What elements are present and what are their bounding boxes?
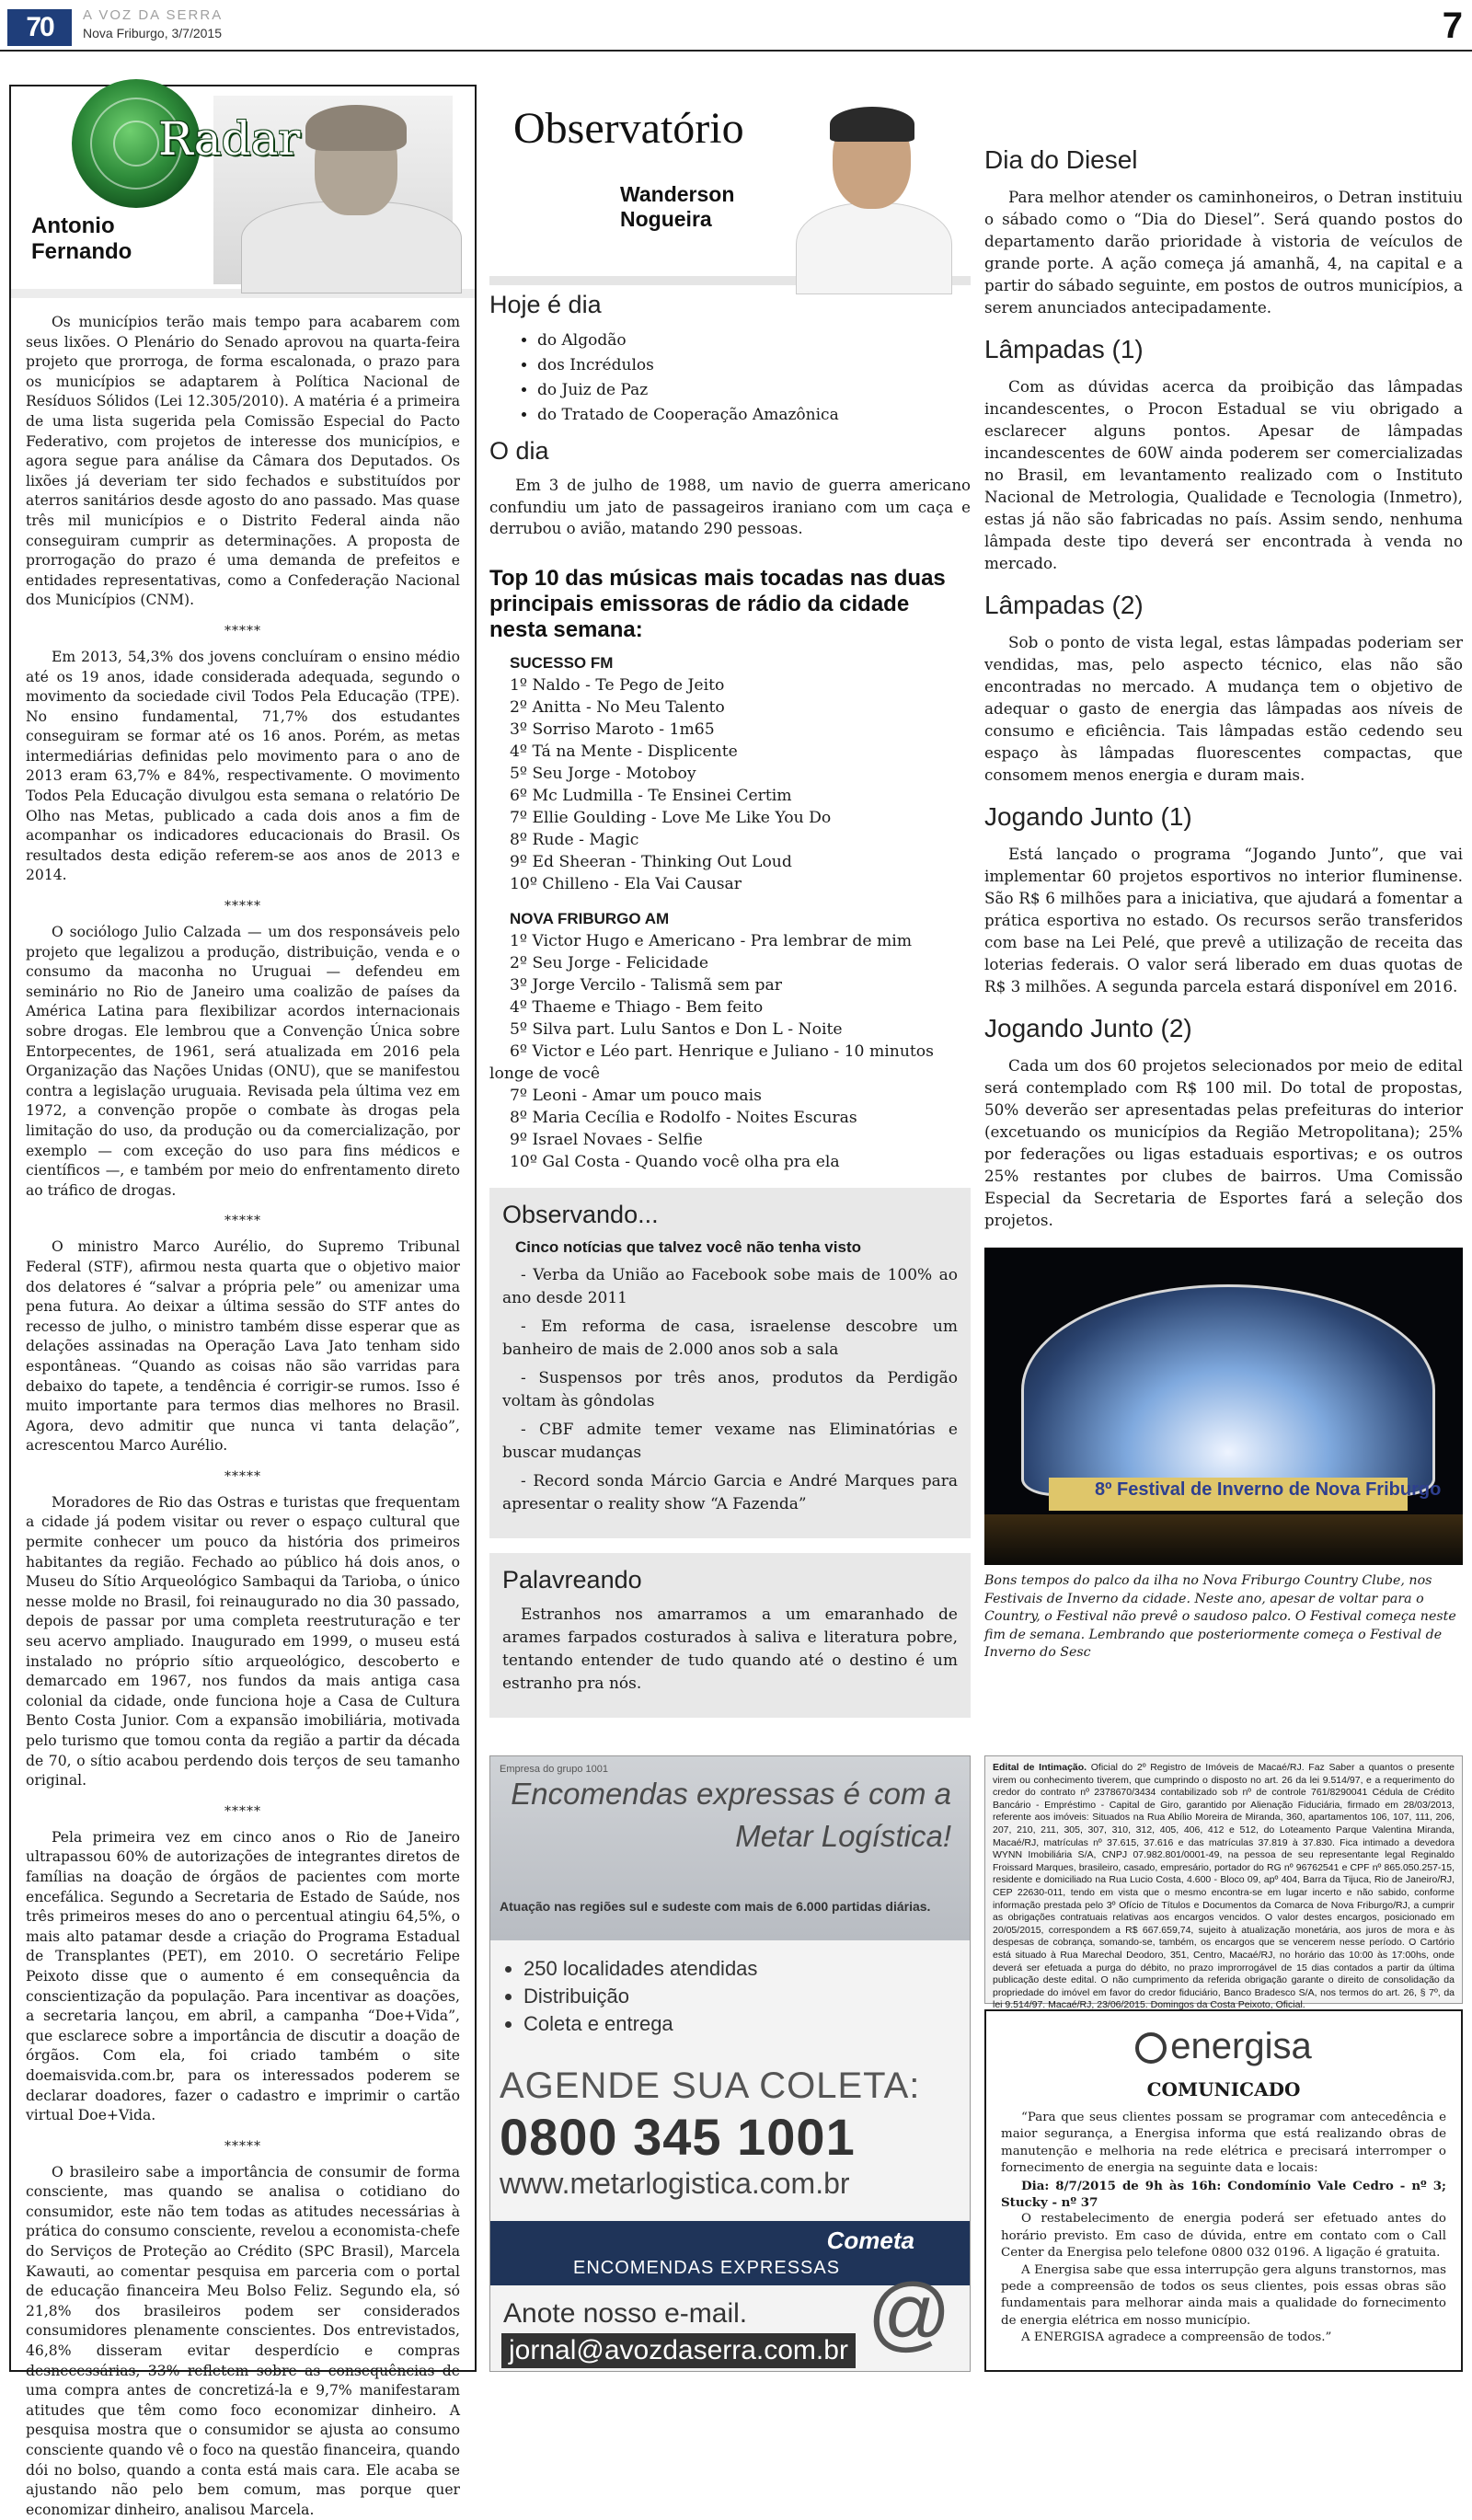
radar-title: Radar — [158, 112, 301, 166]
energisa-logo: energisa — [1001, 2026, 1446, 2067]
song-item: 5º Silva part. Lulu Santos e Don L - Noite — [510, 1019, 843, 1039]
author-last-name: Fernando — [31, 239, 132, 264]
metar-advertisement — [489, 1755, 971, 2372]
song-item: 8º Rude - Magic — [510, 830, 639, 849]
list-item: • Distribuição — [523, 1983, 970, 2010]
song-item: 6º Victor e Léo part. Henrique e Juliano - 10 minutos longe de você — [489, 1041, 934, 1083]
comunicado-paragraph: “Para que seus clientes possam se programar com antecedência e maior segurança, a Energisa informa que está realizando obras de manutenção e melhoria na rede elétrica e precisará interromper o fornecimento de energia na seguinte data e locais: — [1001, 2111, 1446, 2176]
energisa-comunicado — [984, 2009, 1463, 2372]
section-title: Jogando Junto (2) — [984, 1014, 1192, 1042]
news-item: - Suspensos por três anos, produtos da Perdigão voltam às gôndolas — [502, 1368, 958, 1410]
odia-text: Em 3 de julho de 1988, um navio de guerra americano confundiu um jato de passageiros iraniano com um caça e derrubou o avião, matando 290 pessoas. — [489, 477, 971, 537]
song-item: 2º Anitta - No Meu Talento — [510, 697, 725, 717]
photo-caption: Bons tempos do palco da ilha no Nova Friburgo Country Clube, nos Festivais de Inverno da cidade. Neste ano, apesar de voltar para o Country, o Festival não prevê o saudoso palco. O Festival começa neste fim de semana. Lembrando que posteriormente começa o Festival de Inverno do Sesc — [984, 1573, 1456, 1660]
ad-url: www.metarlogistica.com.br — [500, 2167, 850, 2200]
section-title: Lâmpadas (1) — [984, 335, 1144, 363]
news-item: - Record sonda Márcio Garcia e André Marques para apresentar o reality show “A Fazenda” — [502, 1471, 958, 1513]
radar-paragraph: O sociólogo Julio Calzada — um dos responsáveis pelo projeto que legalizou a produção, distribuição, venda e o consumo da maconha no Uruguai — defendeu em seminário no Rio de Janeiro uma coalizão de países da América Latina para flexibilizar acordos internacionais sobre drogas. Ele lembrou que a Convenção Única sobre Entorpecentes, de 1961, será atualizada em 2016 pela Organização das Nações Unidas (ONU), que se manifestou contra a legislação uruguaia. Revisada pela última vez em 1972, a convenção propõe o combate às drogas pela limitação do uso, da produção ou da comercialização, por exemplo — com exceção do uso para fins médicos e científicos —, e também por meio do enfrentamento direto ao tráfico de drogas. — [26, 924, 460, 1199]
email-label: Anote nosso e-mail. — [503, 2298, 748, 2329]
separator: ***** — [224, 1214, 261, 1229]
festival-photo — [984, 1248, 1463, 1565]
radar-column — [9, 85, 477, 2518]
radar-paragraph: Pela primeira vez em cinco anos o Rio de Janeiro ultrapassou 60% de autorizações de integrantes diretos de famílias na doação de órgãos de pacientes com morte encefálica. Segundo a Secretaria de Estado de Saúde, nos três primeiros meses do ano o percentual atingiu 64,5%, o mais alto patamar desde a criação do Programa Estadual de Transplantes (PET), em 2010. O secretário Felipe Peixoto disse que o aumento é em consequência da conscientização da população. Para incentivar as doações, a secretaria lançou, em abril, a campanha “Doe+Vida”, que esclarece sobre a importância de discutir a doação de órgãos. Com ela, foi criado também o site doemaisvida.com.br, para os interessados poderem se declarar doadores, fazer o cadastro e imprimir o cartão virtual Doe+Vida. — [26, 1828, 460, 2124]
observatorio-header — [489, 85, 971, 285]
song-item: 1º Naldo - Te Pego de Jeito — [510, 675, 725, 695]
song-item: 5º Seu Jorge - Motoboy — [510, 764, 696, 783]
author-first-name: Antonio — [31, 213, 115, 238]
news-item: - Verba da União ao Facebook sobe mais de 100% ao ano desde 2011 — [502, 1265, 958, 1307]
banner-text: 8º Festival de Inverno de Nova Friburgo — [1095, 1479, 1442, 1500]
observatorio-column — [489, 85, 971, 1732]
legal-lead: Edital de Intimação. — [993, 1762, 1087, 1773]
top10-title: Top 10 das músicas mais tocadas nas duas principais emissoras de rádio da cidade nesta semana: — [489, 565, 946, 642]
song-item: 7º Ellie Goulding - Love Me Like You Do — [510, 808, 832, 827]
page-number: 7 — [1442, 6, 1463, 46]
news-item: - CBF admite temer vexame nas Eliminatórias e buscar mudanças — [502, 1420, 958, 1462]
song-item: 1º Victor Hugo e Americano - Pra lembrar de mim — [510, 931, 913, 950]
section-title: Lâmpadas (2) — [984, 591, 1144, 619]
ad-phone: 0800 345 1001 — [500, 2108, 856, 2166]
columnist-photo — [782, 94, 966, 278]
ad-header — [490, 1756, 970, 1940]
section-title: Jogando Junto (1) — [984, 802, 1192, 831]
song-item: 10º Gal Costa - Quando você olha pra ela — [510, 1152, 840, 1171]
paper-date: Nova Friburgo, 3/7/2015 — [83, 26, 222, 40]
right-column — [984, 145, 1463, 1792]
ad-group-note: Empresa do grupo 1001 — [500, 1764, 609, 1775]
radar-author — [31, 213, 132, 265]
section-title: Dia do Diesel — [984, 145, 1138, 174]
author-first-name: Wanderson — [620, 182, 735, 206]
paper-name: A VOZ DA SERRA — [83, 7, 224, 23]
section-text: Está lançado o programa “Jogando Junto”, que vai implementar 60 projetos esportivos no interior fluminense. São R$ 6 milhões para a iniciativa, que ajudará a fomentar a prática esportiva no estado. Os recursos serão transferidos com base na Lei Pelé, que prevê a utilização de receita das loterias federais. O valor será liberado em duas quotas de R$ 3 milhões. A segunda parcela estará disponível em 2016. — [984, 845, 1463, 995]
list-item: • do Algodão — [537, 328, 971, 353]
cometa-brand: Cometa — [826, 2227, 914, 2254]
newspaper-logo: 70 — [7, 9, 72, 46]
comunicado-paragraph: A ENERGISA agradece a compreensão de todos.” — [1021, 2330, 1332, 2345]
song-item: 9º Ed Sheeran - Thinking Out Loud — [510, 852, 792, 871]
palavreando-text: Estranhos nos amarramos a um emaranhado de arames farpados costurados à saliva e literatura pobre, tentando entender de tudo quando até o destino é um estranho pra nós. — [502, 1605, 958, 1693]
list-item: • do Tratado de Cooperação Amazônica — [537, 403, 971, 428]
section-text: Para melhor atender os caminhoneiros, o Detran instituiu o sábado como o “Dia do Diesel”. Será quando postos do departamento darão prioridade à vistoria de veículos de grande porte. A ação começa já amanhã, 4, na capital e a partir do sábado seguinte, em postos de outros municípios, a serem anunciados antecipadamente. — [984, 188, 1463, 316]
comunicado-paragraph: A Energisa sabe que essa interrupção gera alguns transtornos, mas pede a compreensão de todos os seus clientes, pois essas obras são fundamentais para melhorar ainda mais a qualidade do fornecimento de energia elétrica em nosso município. — [1001, 2262, 1446, 2328]
palavreando-box — [489, 1553, 971, 1718]
comunicado-date: Dia: 8/7/2015 de 9h às 16h: Condomínio Vale Cedro - nº 3; Stucky - nº 37 — [1001, 2178, 1446, 2211]
song-item: 8º Maria Cecília e Rodolfo - Noites Escuras — [510, 1108, 857, 1127]
song-item: 3º Jorge Vercilo - Talismã sem par — [510, 975, 782, 995]
song-item: 2º Seu Jorge - Felicidade — [510, 953, 709, 972]
station-name: SUCESSO FM — [510, 653, 614, 672]
song-item: 4º Tá na Mente - Displicente — [510, 742, 738, 761]
odia-title: O dia — [489, 437, 549, 465]
at-sign-icon: @ — [867, 2268, 951, 2360]
list-item: • Coleta e entrega — [523, 2010, 970, 2038]
section-text: Com as dúvidas acerca da proibição das lâmpadas incandescentes, o Procon Estadual se viu obrigado a esclarecer alguns pontos. Apesar de lâmpadas incandescentes de 60W ainda poderem ser comercializadas no Brasil, em levantamento realizado com o Instituto Nacional de Metrologia, Qualidade e Tecnologia (Inmetro), estas já não são fabricadas no país. Assim sendo, nenhuma lâmpada deste tipo deverá ser encontrada à venda no mercado. — [984, 377, 1463, 572]
masthead — [0, 0, 1472, 52]
station-name: NOVA FRIBURGO AM — [510, 909, 670, 927]
energisa-mark-icon — [1135, 2032, 1167, 2064]
separator: ***** — [224, 1468, 261, 1484]
observando-box — [489, 1188, 971, 1538]
hoje-list — [489, 328, 971, 428]
author-last-name: Nogueira — [620, 207, 712, 231]
ad-call: AGENDE SUA COLETA: — [500, 2065, 921, 2106]
list-item: • do Juiz de Paz — [537, 378, 971, 403]
observatorio-author — [620, 182, 734, 232]
stage-dome — [1021, 1284, 1435, 1496]
hoje-title: Hoje é dia — [489, 291, 602, 318]
song-item: 9º Israel Novaes - Selfie — [510, 1130, 703, 1149]
separator: ***** — [224, 1803, 261, 1819]
radar-paragraph: Em 2013, 54,3% dos jovens concluíram o ensino médio até os 19 anos, idade considerada adequada, segundo o movimento da sociedade civil Todos Pela Educação (TPE). No ensino fundamental, 71,7% dos estudantes conseguiram se formar até os 16 anos. Porém, as metas intermediárias definidas pelo movimento para o ano de 2013 eram 63,7% e 84%, respectivamente. O movimento Todos Pela Educação divulgou esta semana o relatório De Olho nas Metas, publicado a cada dois anos a fim de acompanhar os indicadores educacionais do Brasil. Os resultados desta edição referem-se aos anos de 2013 e 2014. — [26, 648, 460, 884]
lake-reflection — [984, 1514, 1463, 1565]
radar-paragraph: Moradores de Rio das Ostras e turistas que frequentam a cidade já podem visitar ou rever o espaço cultural que permite conhecer um pouco da história dos primeiros habitantes da região. Fechado ao público há dois anos, o Museu do Sítio Arqueológico Sambaqui da Tarioba, o único nesse molde no Brasil, foi reinaugurado no dia 30 passado, depois de passar por uma completa reestruturação e ter seu acervo ampliado. Inaugurado em 1999, o museu está instalado no próprio sítio arqueológico, descoberto e demarcado em 1967, nos fundos da mais antiga casa colonial da cidade, onde funciona hoje a Casa de Cultura Bento Costa Junior. Com a expansão imobiliária, motivada pelo turismo que tomou conta da região a partir da década de 70, o sítio acabou perdendo dois terços de seu tamanho original. — [26, 1493, 460, 1789]
radar-paragraph: Os municípios terão mais tempo para acabarem com seus lixões. O Plenário do Senado aprovou na quarta-feira projeto que prorroga, de forma escalonada, o prazo para os municípios se adaptarem à Política Nacional de Resíduos Sólidos (Lei 12.305/2010). A matéria é a primeira de uma lista sugerida pela Comissão Especial do Pacto Federativo, com projetos de interesse dos municípios, e agora segue para análise da Câmara dos Deputados. Os lixões já deveriam ter sido fechados e substituídos por aterros sanitários desde agosto do ano passado. Mas quase três mil municípios e o Distrito Federal ainda não conseguiram cumprir as determinações. A proposta de prorrogação do prazo é uma demanda de prefeitos e entidades representativas, como a Confederação Nacional dos Municípios (CNM). — [26, 314, 460, 609]
section-text: Cada um dos 60 projetos selecionados por meio de edital será contemplado com R$ 100 mil. Do total de propostas, 50% deverão ser apresentadas pelas prefeituras do interior (excetuando os municípios da Região Metropolitana); 25% por federações ou ligas estaduais esportivas; e os outros 25% restantes por clubes de bairros. Uma Comissão Especial da Secretaria de Esportes fará a seleção dos projetos. — [984, 1056, 1463, 1229]
news-item: - Em reforma de casa, israelense descobre um banheiro de mais de 2.000 anos sob a sala — [502, 1317, 958, 1359]
separator: ***** — [224, 899, 261, 915]
separator: ***** — [224, 2138, 261, 2154]
radar-paragraph: O brasileiro sabe a importância de consumir de forma consciente, mas quando se analisa o cotidiano do consumidor, este não tem todas as atitudes necessárias à prática do consumo consciente, revelou a economista-chefe do Serviços de Proteção ao Crédito (SPC Brasil), Marcela Kawauti, ao comentar pesquisa em parceria com o portal de educação financeira Meu Bolso Feliz. Segundo ela, só 21,8% dos brasileiros podem ser considerados consumidores plenamente conscientes. Dos entrevistados, 46,8% disseram evitar desperdício e compras desnecessárias, 33% refletem sobre as consequências de uma compra antes de concretizá-la e 9,7% manifestaram atitudes que têm como foco economizar dinheiro. A pesquisa mostra que o consumidor se ajusta ao consumo consciente quando vê o foco na questão financeira, quando dói no bolso, quando a conta está mais cara. Ele acaba se ajustando não pelo bem comum, mas porque quer economizar dinheiro, analisou Marcela. — [26, 2163, 460, 2518]
radar-header — [11, 86, 475, 298]
list-item: • dos Incrédulos — [537, 353, 971, 378]
observando-subtitle: Cinco notícias que talvez você não tenha visto — [515, 1237, 861, 1256]
palavreando-title: Palavreando — [502, 1565, 642, 1594]
email-address: jornal@avozdaserra.com.br — [501, 2333, 856, 2368]
cometa-encomendas: ENCOMENDAS EXPRESSAS — [573, 2258, 841, 2278]
section-text: Sob o ponto de vista legal, estas lâmpadas poderiam ser vendidas, mas, pelo aspecto técnico, elas não são encontradas no mercado. A mudança tem o objetivo de adequar o gasto de energia das lâmpadas aos níveis de consumo e eficiência. Tais lâmpadas estão cedendo seu espaço às lâmpadas fluorescentes compactas, que consomem menos energia e duram mais. — [984, 633, 1463, 784]
ad-headline: Encomendas expressas é com a Metar Logística! — [511, 1777, 951, 1853]
ad-bullets — [490, 1940, 970, 2038]
song-item: 7º Leoni - Amar um pouco mais — [510, 1086, 762, 1105]
song-item: 4º Thaeme e Thiago - Bem feito — [510, 997, 764, 1017]
song-item: 3º Sorriso Maroto - 1m65 — [510, 719, 715, 739]
song-item: 6º Mc Ludmilla - Te Ensinei Certim — [510, 786, 792, 805]
comunicado-title: COMUNICADO — [1146, 2078, 1301, 2100]
legal-text: Oficial do 2º Registro de Imóveis de Macaé/RJ. Faz Saber a quantos o presente virem ou conhecimento tiverem, que cumprindo o disposto no art. 26 da lei 9.514/97, e a requerimento do credor do contrato nº 2378670/3434 contabilizado sob nº de controle 761/8290041 Cédula de Crédito Bancário - Empréstimo - Capital de Giro, garantido por Alienação Fiduciária, firmado em 28/03/2013, referente aos imóveis: Situados na Rua Abílio Moreira de Miranda, 360, apartamentos 106, 107, 111, 206, 207, 210, 211, 305, 307, 310, 312, 405, 406, 412 e 512, do Loteamento Parque Valentina Miranda, Macaé/RJ, matrículas nº 37.615, 37.616 e das matrículas 37.819 à 37.830. Fica intimado a devedora WYNN Imobiliária S/A, CNPJ 07.982.801/0001-49, na pessoa de seu representante legal Reginaldo Froissard Marques, brasileiro, casado, empresário, portador do RG nº 96762541 e CPF nº 865.050.257-15, residente e domiciliado na Rua Lucio Costa, 4.600 - Bloco 09, apº 404, Barra da Tijuca, Rio de Janeiro/RJ, CEP 22630-011, tendo em vista que o mesmo encontra-se em lugar incerto e não sabido, conforme informação prestada pelo 3º Ofício de Títulos e Documentos da Comarca de Nova Friburgo/RJ, a cumprir as obrigações contratuais relativas aos encargos vencidos. O valor destes encargos, posicionado em 20/05/2015, correspondem a R$ 667.659,74, sujeito à atualização monetária, aos juros de mora e às despesas de cobrança, somando-se, também, os encargos que se vencerem nesse período. O Cartório está situado à Rua Marechal Deodoro, 351, Centro, Macaé/RJ, no horário das 10:00 às 17:00hs, onde deverá ser efetuada a purga do débito, no prazo improrrogável de 15 dias contados a partir da última publicação deste edital. O não cumprimento da referida obrigação garante o direito de consolidação da propriedade do imóvel em favor do credor fiduciário, Banco Bradesco S/A, nos termos do art. 26, § 7º, da lei 9.514/97. Macaé/RJ, 23/06/2015. Domingos da Costa Peixoto, Oficial. — [993, 1762, 1455, 2011]
legal-notice — [984, 1755, 1463, 2011]
comunicado-paragraph: O restabelecimento de energia poderá ser efetuado antes do horário previsto. Em caso de dúvida, entre em contato com o Call Center da Energisa pelo telefone 0800 032 0196. A ligação é gratuita. — [1001, 2212, 1446, 2261]
radar-paragraph: O ministro Marco Aurélio, do Supremo Tribunal Federal (STF), afirmou nesta quarta que o objetivo maior dos delatores é “salvar a própria pele” ou amenizar uma pena futura. Ao deixar a última sessão do STF antes do recesso de julho, o ministro também disse esperar que as delações assinadas na Operação Lava Jato tenham sido espontâneas. “Quando as coisas não são varridas para debaixo do tapete, a tendência é corrigir-se rumos. Isso é muito importante para termos dias melhores no Brasil. Agora, devo admitir que nunca vi tanta delação”, acrescentou Marco Aurélio. — [26, 1238, 460, 1455]
separator: ***** — [224, 623, 261, 639]
list-item: • 250 localidades atendidas — [523, 1955, 970, 1983]
song-item: 10º Chilleno - Ela Vai Causar — [510, 874, 742, 893]
ad-strap: Atuação nas regiões sul e sudeste com mais de 6.000 partidas diárias. — [500, 1899, 931, 1914]
observatorio-title: Observatório — [513, 104, 744, 153]
observando-title: Observando... — [502, 1200, 659, 1228]
